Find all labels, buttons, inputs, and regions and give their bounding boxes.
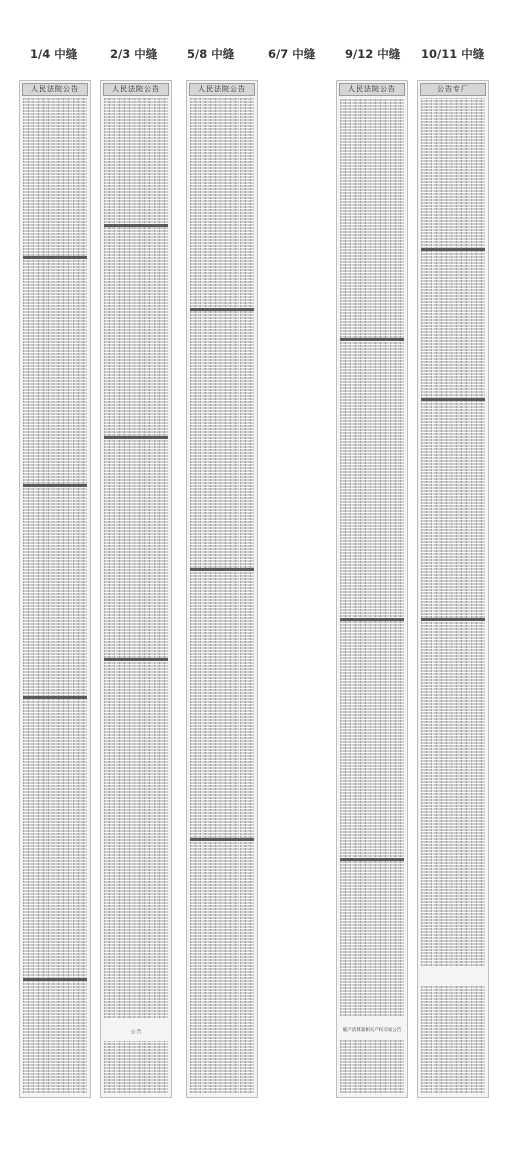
section-divider: [340, 338, 404, 341]
column-header: 人民法院公告: [339, 83, 405, 96]
section-divider: [421, 398, 485, 401]
section-divider: [340, 858, 404, 861]
column-label-3: 5/8 中缝: [187, 47, 235, 61]
column-label-5: 9/12 中缝: [345, 47, 401, 61]
column-text-block: [190, 98, 254, 1094]
section-divider: [23, 978, 87, 981]
section-divider: [190, 568, 254, 571]
section-divider: [190, 308, 254, 311]
column-label-2: 2/3 中缝: [110, 47, 158, 61]
column-text-block: [340, 98, 404, 1017]
section-divider: [104, 658, 168, 661]
section-divider: [23, 696, 87, 699]
notice-column-1: [19, 80, 91, 1098]
column-header: 人民法院公告: [22, 83, 88, 96]
notice-column-5: [336, 80, 408, 1098]
notice-column-6: [417, 80, 489, 1098]
notice-title: 破产清算案相关产权交易公告: [342, 1028, 402, 1033]
column-header: 人民法院公告: [103, 83, 169, 96]
column-text-block: [421, 98, 485, 967]
section-divider: [421, 248, 485, 251]
column-label-4: 6/7 中缝: [268, 47, 316, 61]
notice-title: 公 告: [130, 1030, 142, 1035]
column-text-block: [421, 986, 485, 1094]
section-divider: [23, 484, 87, 487]
section-divider: [104, 224, 168, 227]
column-header: 公告专厂: [420, 83, 486, 96]
column-text-block: [340, 1039, 404, 1094]
column-text-block: [104, 98, 168, 1019]
section-divider: [104, 436, 168, 439]
column-text-block: [104, 1041, 168, 1094]
column-text-block: [23, 98, 87, 1094]
notice-column-2: [100, 80, 172, 1098]
column-header: 人民法院公告: [189, 83, 255, 96]
column-label-6: 10/11 中缝: [421, 47, 485, 61]
notice-column-3: [186, 80, 258, 1098]
section-divider: [421, 618, 485, 621]
section-divider: [190, 838, 254, 841]
column-label-1: 1/4 中缝: [30, 47, 78, 61]
section-divider: [340, 618, 404, 621]
section-divider: [23, 256, 87, 259]
